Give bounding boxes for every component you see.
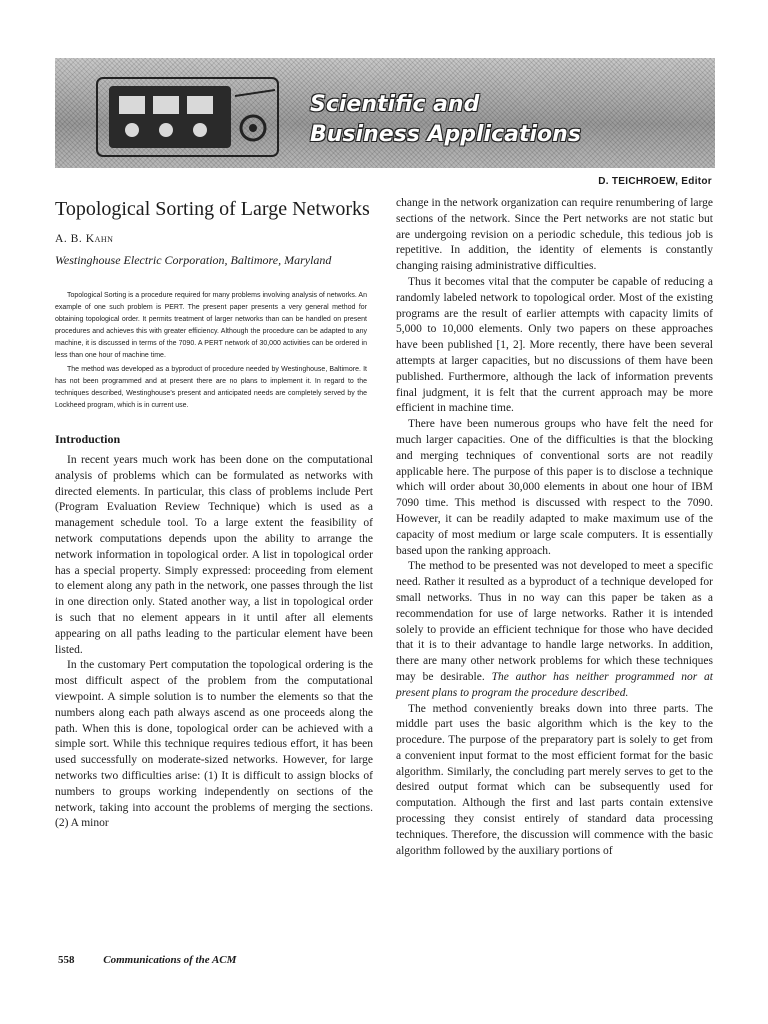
paragraph: The method to be presented was not developed to meet a specific need. Rather it resulted as a byproduct of a technique developed for small networks. Thus in no way can this paper be taken as a recommendation for use of large networks. Rather it is intended solely to provide an efficient technique for those who have decided that it is to their advantage to handle large networks. In addition, there are many other network problems for which these techniques may be desirable. The author has neither programmed nor at present plans to program the procedure described.: [396, 560, 713, 699]
computer-panel-illustration: [95, 76, 280, 158]
body-text-right: [396, 196, 713, 859]
section-title-line2: Business Applications: [310, 122, 581, 147]
editor-credit: D. TEICHROEW, Editor: [598, 176, 712, 187]
abstract: [55, 290, 367, 412]
body-text-left: [55, 453, 373, 832]
section-heading-introduction: Introduction: [55, 432, 121, 446]
paragraph: There have been numerous groups who have felt the need for much larger capacities. One of the difficulties is that the blocking and merging techniques of conventional sorts are not readily applicable here. The purpose of this paper is to disclose a technique which will order about 30,000 elements in about one hour of IBM 7090 time. This method is discussed with respect to the 7090. However, it can be readily adapted to make maximum use of the capacity of most medium or large scale computers. It is essentially based upon the ranking approach.: [396, 418, 713, 557]
affiliation: Westinghouse Electric Corporation, Baltimore, Maryland: [55, 253, 332, 267]
page-footer: [58, 954, 236, 966]
italic-note: The author has neither programmed nor at present plans to program the procedure described.: [396, 670, 713, 699]
left-column: [55, 196, 373, 832]
abstract-paragraph: Topological Sorting is a procedure required for many problems involving analysis of networks. An example of one such problem is PERT. The present paper presents a very general method for obtaining topological order. It permits treatment of larger networks than can be handled on present procedures and achieves this with greater efficiency. Although the procedure can be adapted to any machine, it is discussed in terms of the 7090. A PERT network of 30,000 activities can be ordered in less than one hour of machine time.: [55, 292, 367, 359]
article-title: Topological Sorting of Large Networks: [55, 198, 370, 220]
paragraph: In the customary Pert computation the topological ordering is the most difficult aspect of the problem from the computational viewpoint. A simple solution is to number the elements so that the numbers along each path always ascend as one proceeds along the path. When this is done, topological order can be achieved with a simple sort. While this technique requires tedious effort, it has been used successfully on moderate-sized networks. However, for large networks two difficulties arise: (1) It is difficult to assign blocks of numbers to groups working independently on sections of the network, taking into account the problems of merging the sections. (2) A minor: [55, 659, 373, 830]
author: A. B. Kahn: [55, 232, 114, 245]
abstract-paragraph: The method was developed as a byproduct of procedure needed by Westinghouse, Baltimore. It has not been programmed and at present there are no plans to implement it. In regard to the techniques described, Westinghouse's present and anticipated needs are completely served by the Lockheed program, which is in current use.: [55, 366, 367, 409]
journal-name: Communications of the ACM: [103, 954, 237, 966]
section-banner: [55, 58, 715, 168]
section-title: [310, 90, 581, 150]
paragraph: Thus it becomes vital that the computer be capable of reducing a randomly labeled network to topological order. Most of the existing programs are the result of earlier attempts with capacity limits of 5,000 to 10,000 elements. Only two papers on these approaches have been published [1, 2]. More recently, there have been several attempts at larger capacities, but no discussions of them have been published. Furthermore, although the lack of information prevents final judgment, it is felt that the current approach may be more efficient in machine time.: [396, 275, 713, 415]
page-number: 558: [58, 954, 75, 966]
paragraph: In recent years much work has been done on the computational analysis of problems which can be formulated as networks with directed elements. In particular, this class of problems include Pert (Program Evaluation Review Technique) which is used as a management schedule tool. To a large extent the feasibility of network computations depends upon the ability to arrange the network information in topological order. A list in topological order has a special property. Simply expressed: proceeding from element to element along any path in the network, one passes through the list in one direction only. Stated another way, a list in topological order is such that no element appears in it until after all elements appearing on all paths leading to the particular element have been listed.: [55, 454, 373, 656]
paragraph: The method conveniently breaks down into three parts. The middle part uses the basic algorithm which is the key to the procedure. The purpose of the preparatory part is solely to get from a convenient input format to the most efficient format for the basic algorithm. Similarly, the concluding part merely serves to get to the desired output format which can be subsequently used for computation. Although the first and last parts contain extensive processing they consist entirely of standard data processing techniques. Therefore, the discussion will commence with the basic algorithm followed by the auxiliary portions of: [396, 702, 713, 857]
right-column: [396, 196, 713, 859]
paragraph: change in the network organization can require renumbering of large sections of the network. Since the Pert networks are not static but are undergoing revision on a periodic schedule, this tedious job is repetitive. In addition, the identity of elements is constantly changing raising administrative difficulties.: [396, 197, 713, 273]
section-title-line1: Scientific and: [310, 92, 480, 117]
